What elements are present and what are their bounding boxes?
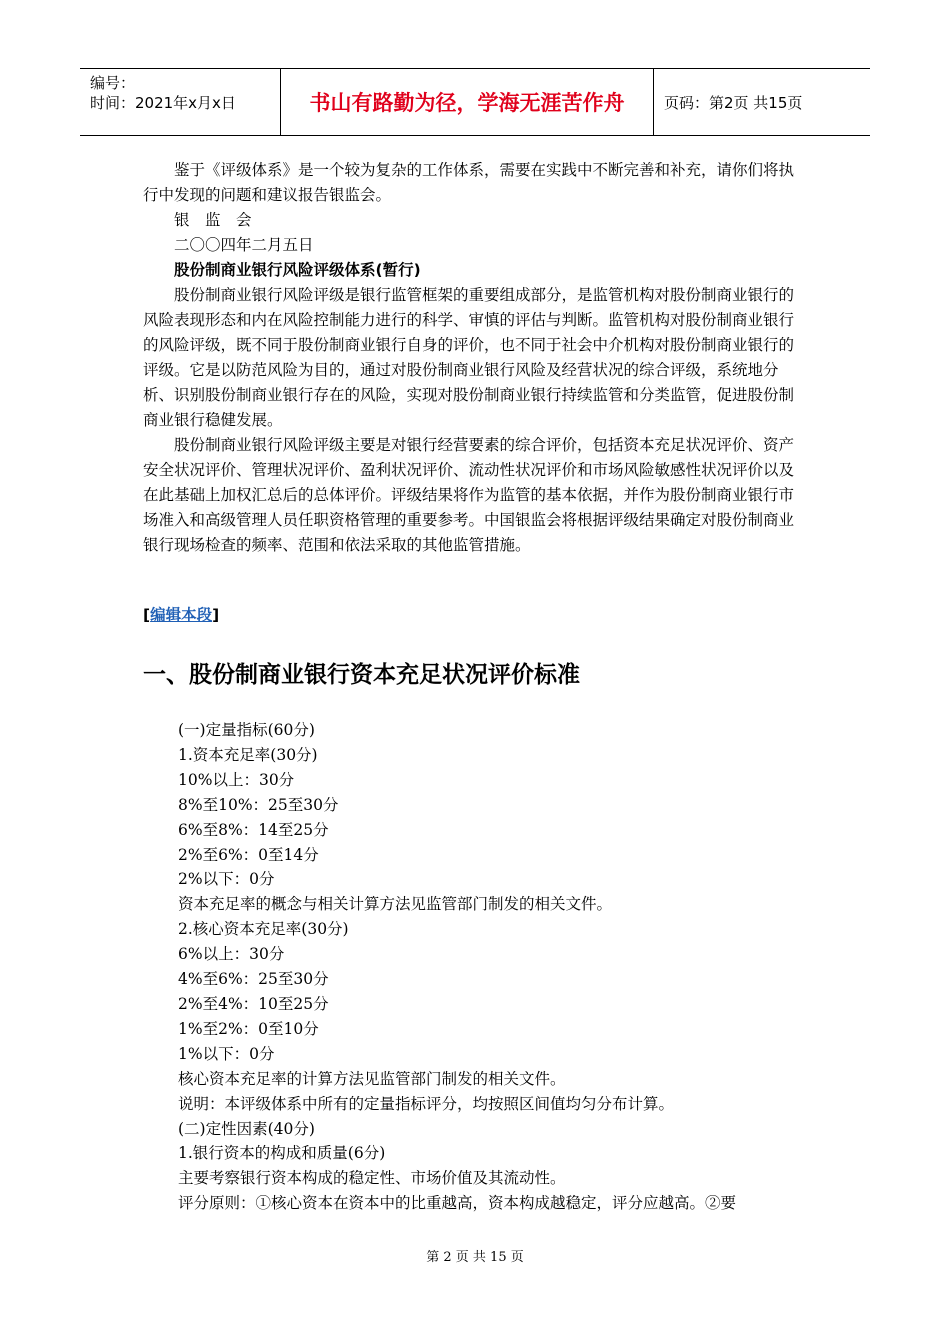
list-item: 1.资本充足率(30分) [178, 745, 318, 764]
page-header [80, 68, 870, 136]
body-paragraph: 股份制商业银行风险评级是银行监管框架的重要组成部分，是监管机构对股份制商业银行的风险表现形态和内在风险控制能力进行的科学、审慎的评估与判断。监管机构对股份制商业银行的风险评级，既不同于股份制商业银行自身的评价，也不同于社会中介机构对股份制商业银行的评级。它是以防范风险为目的，通过对股份制商业银行风险及经营状况的综合评级，系统地分析、识别股份制商业银行存在的风险，实现对股份制商业银行持续监管和分类监管，促进股份制商业银行稳健发展。 [143, 286, 795, 429]
list-item: 10%以上：30分 [178, 770, 295, 789]
bracket-close: ] [212, 606, 220, 624]
body-paragraph: 股份制商业银行风险评级主要是对银行经营要素的综合评价，包括资本充足状况评价、资产安全状况评价、管理状况评价、盈利状况评价、流动性状况评价和市场风险敏感性状况评价以及在此基础上加权汇总后的总体评价。评级结果将作为监管的基本依据，并作为股份制商业银行市场准入和高级管理人员任职资格管理的重要参考。中国银监会将根据评级结果确定对股份制商业银行现场检查的频率、范围和依法采取的其他监管措施。 [143, 436, 795, 554]
bracket-open: [ [143, 606, 151, 624]
list-item: 2.核心资本充足率(30分) [178, 920, 349, 939]
signature-date: 二〇〇四年二月五日 [174, 236, 314, 254]
list-item: 4%至6%：25至30分 [178, 970, 329, 989]
list-item: 6%至8%：14至25分 [178, 820, 329, 839]
header-meta [80, 69, 281, 135]
list-item: 资本充足率的概念与相关计算方法见监管部门制发的相关文件。 [178, 895, 613, 914]
list-item: 核心资本充足率的计算方法见监管部门制发的相关文件。 [178, 1069, 566, 1088]
list-item: 2%以下：0分 [178, 870, 275, 889]
section-heading: 一、股份制商业银行资本充足状况评价标准 [143, 662, 580, 688]
criteria-list [178, 718, 818, 1216]
list-item: 1%以下：0分 [178, 1044, 275, 1063]
list-item: 8%至10%：25至30分 [178, 795, 339, 814]
list-item: 主要考察银行资本构成的稳定性、市场价值及其流动性。 [178, 1169, 566, 1188]
list-item: 1%至2%：0至10分 [178, 1019, 319, 1038]
page-footer: 第 2 页 共 15 页 [426, 1250, 524, 1265]
list-item: 6%以上：30分 [178, 945, 285, 964]
intro-paragraph: 鉴于《评级体系》是一个较为复杂的工作体系，需要在实践中不断完善和补充，请你们将执行中发现的问题和建议报告银监会。 [143, 161, 795, 204]
list-item: 评分原则：①核心资本在资本中的比重越高，资本构成越稳定，评分应越高。②要 [178, 1194, 737, 1213]
header-page-info: 页码：第2页 共15页 [664, 93, 803, 112]
list-item: 2%至6%：0至14分 [178, 845, 319, 864]
list-item: (二)定性因素(40分) [178, 1119, 315, 1138]
edit-link[interactable]: 编辑本段 [150, 606, 213, 624]
list-item: (一)定量指标(60分) [178, 721, 315, 739]
body-text [143, 158, 807, 558]
number-label: 编号： [90, 74, 136, 92]
list-item: 说明：本评级体系中所有的定量指标评分，均按照区间值均匀分布计算。 [178, 1094, 675, 1113]
time-label: 时间：2021年x月x日 [90, 94, 236, 112]
list-item: 1.银行资本的构成和质量(6分) [178, 1144, 386, 1163]
header-motto: 书山有路勤为径，学海无涯苦作舟 [281, 69, 654, 135]
edit-section-link [143, 603, 219, 625]
document-title: 股份制商业银行风险评级体系(暂行) [174, 261, 421, 279]
signature-org: 银 监 会 [174, 211, 252, 229]
list-item: 2%至4%：10至25分 [178, 994, 329, 1013]
